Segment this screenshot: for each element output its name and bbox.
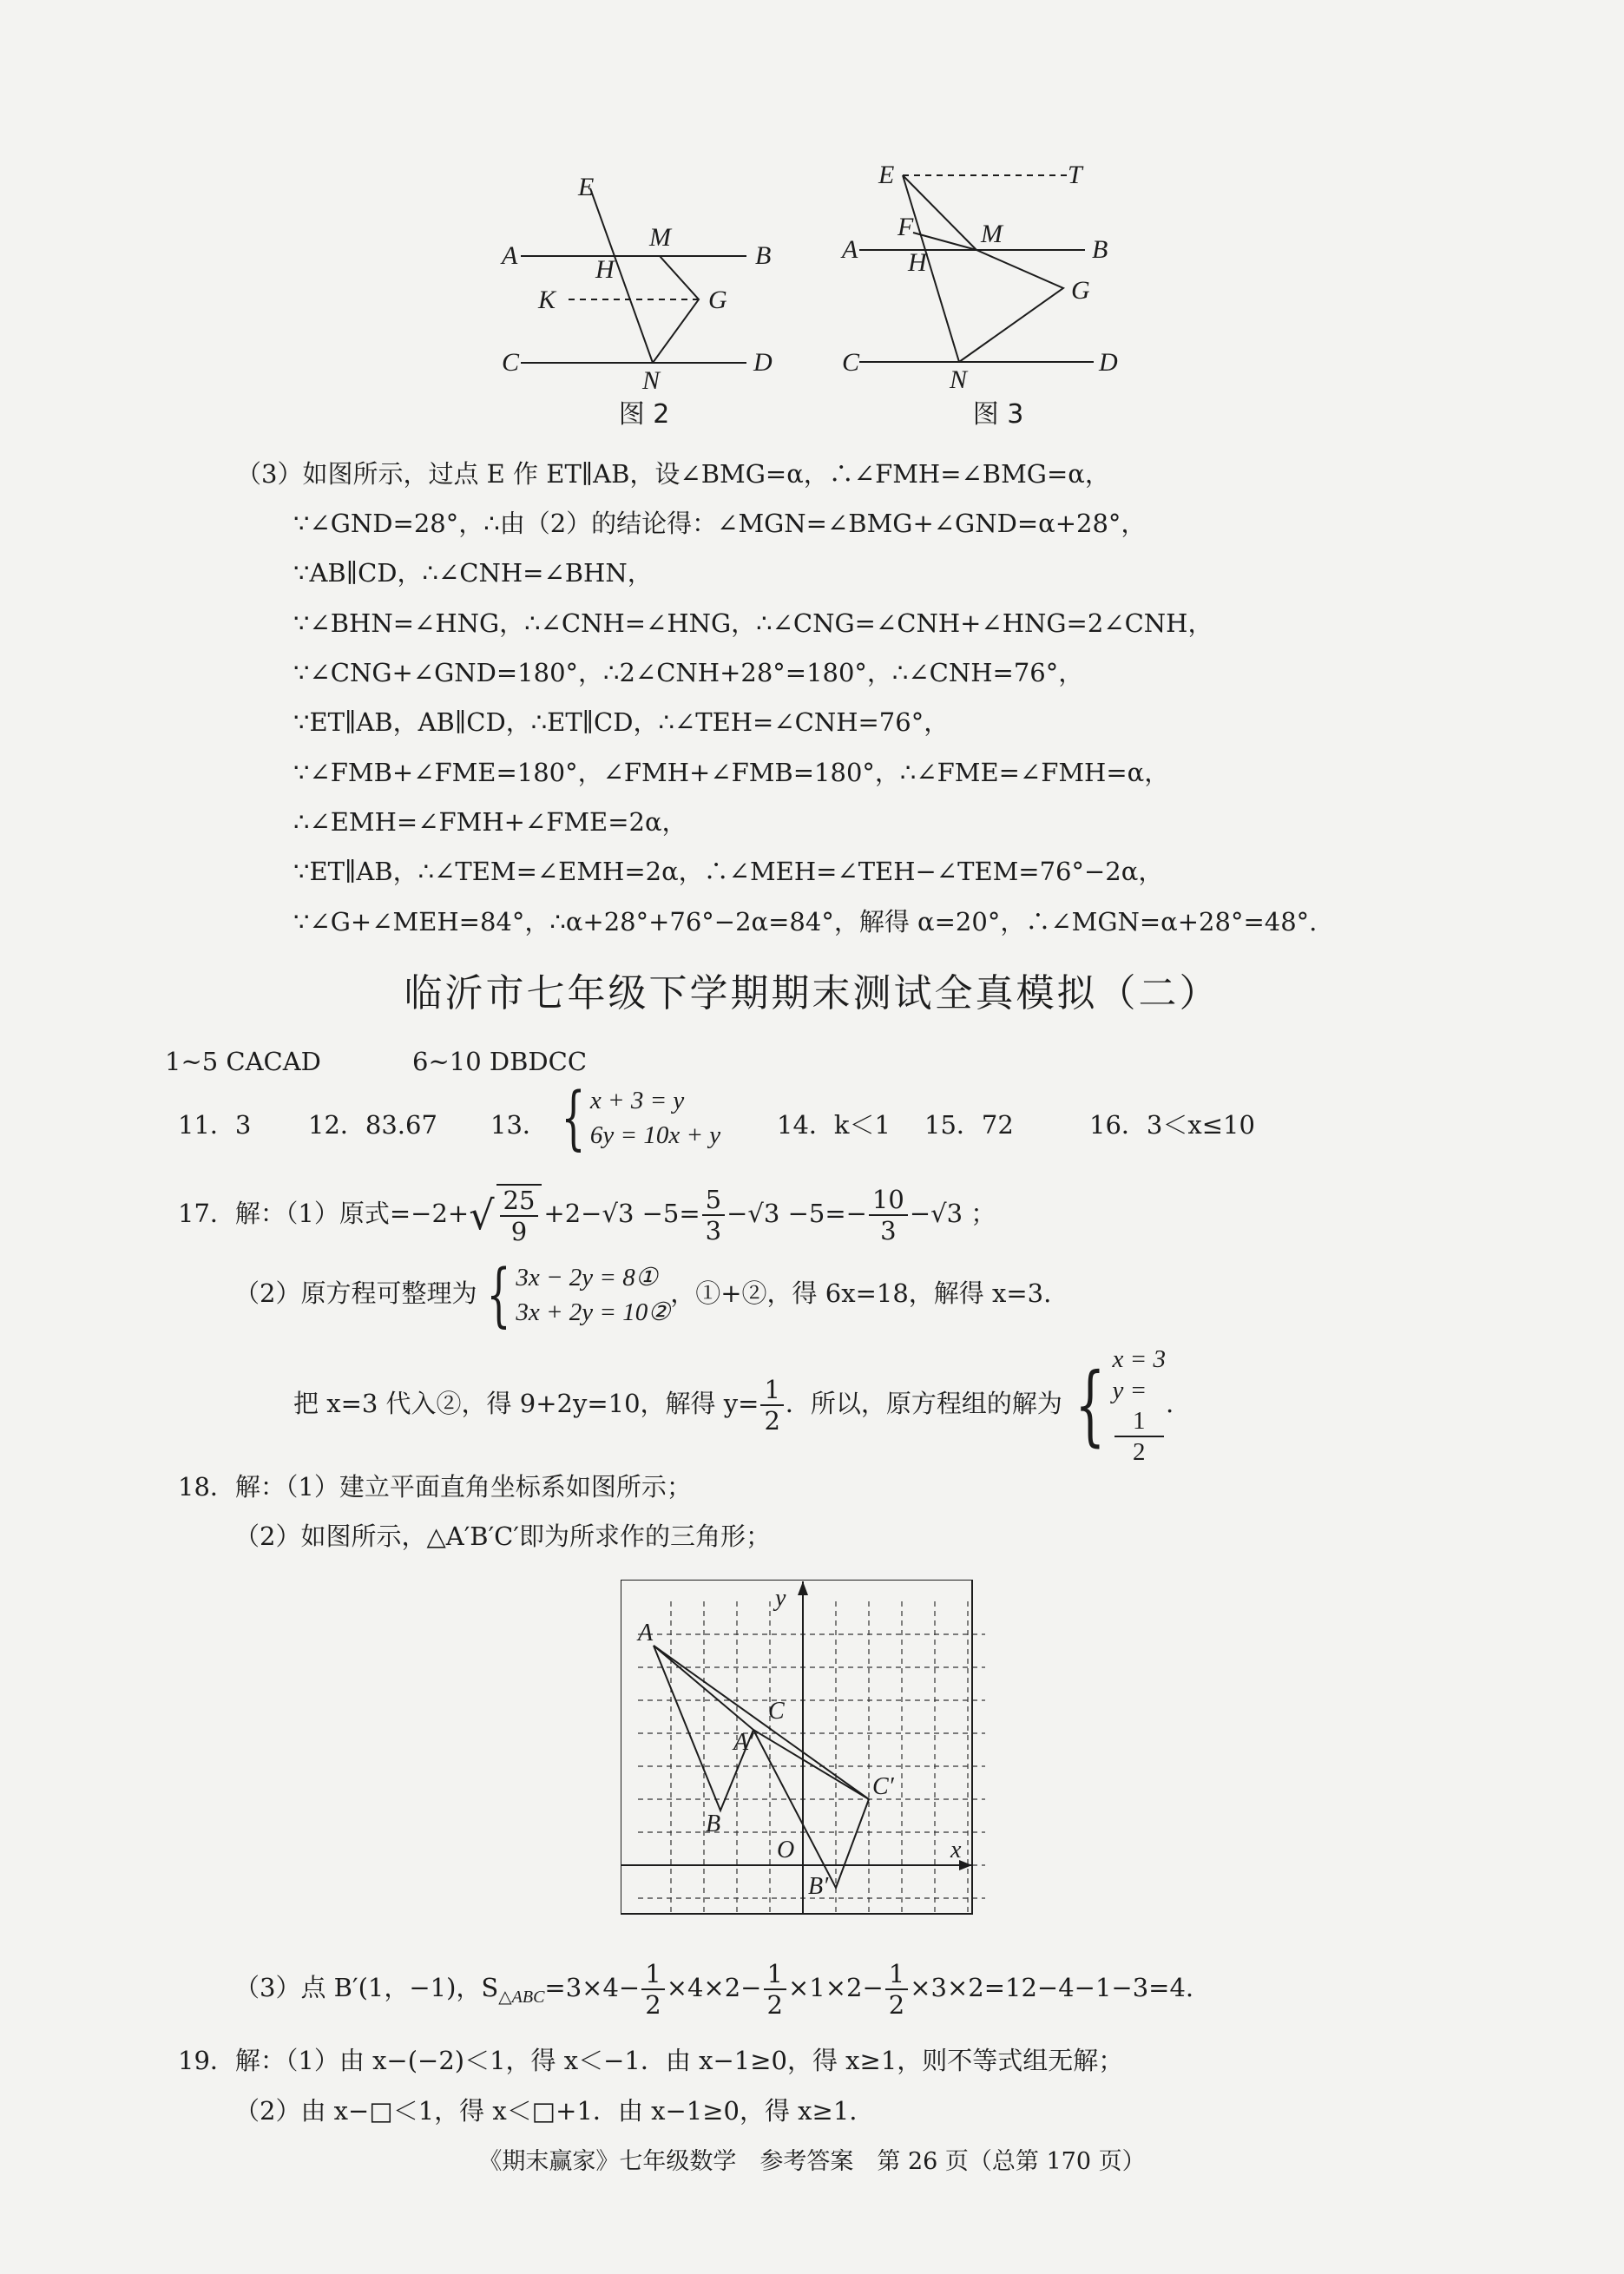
fig2-label-k: K xyxy=(538,286,556,314)
answer-11: 11．3 xyxy=(178,1110,252,1140)
q17-f1-den: 3 xyxy=(705,1216,722,1245)
grid-label-b: B xyxy=(706,1811,721,1837)
part3-line-1: （3）如图所示，过点 E 作 ET∥AB，设∠BMG=α，∴∠FMH=∠BMG=α， xyxy=(236,459,1110,489)
fig2-label-c: C xyxy=(502,348,520,377)
fig3-label-d: D xyxy=(1099,348,1118,377)
radical-icon: √ xyxy=(469,1192,495,1239)
fig2-label-d: D xyxy=(753,348,773,377)
part3-line-2: ∵∠GND=28°，∴由（2）的结论得：∠MGN=∠BMG+∠GND=α+28°， xyxy=(293,509,1147,538)
q17-part3 xyxy=(293,1344,1174,1467)
fig3-label-a: A xyxy=(842,235,858,264)
part3-line-3: ∵AB∥CD，∴∠CNH=∠BHN， xyxy=(293,558,653,588)
fig3-label-f: F xyxy=(897,213,914,241)
coordinate-grid-figure xyxy=(621,1580,985,1936)
q17-eq1: 3x − 2y = 8① xyxy=(516,1264,658,1291)
answer-13-system xyxy=(551,1077,721,1158)
q17-part2 xyxy=(234,1254,1052,1335)
fig2-label-m: M xyxy=(649,223,671,252)
figure-2-caption: 图 2 xyxy=(618,399,670,430)
answer-16: 16．3＜x≤10 xyxy=(1089,1110,1255,1140)
q18-part3-a: =3×4− xyxy=(544,1973,641,2002)
q18-half-3-num: 1 xyxy=(885,1959,908,1990)
q17-part1-mid2: −√3 −5=− xyxy=(727,1199,867,1228)
part3-line-6: ∵ET∥AB，AB∥CD，∴ET∥CD，∴∠TEH=∠CNH=76°， xyxy=(293,707,950,737)
fig2-label-b: B xyxy=(755,241,772,270)
part3-line-7: ∵∠FMB+∠FME=180°，∠FMH+∠FMB=180°，∴∠FME=∠FMH=α， xyxy=(293,758,1170,787)
grid-label-a1: A′ xyxy=(733,1729,754,1756)
mc-answers-6-10: 6~10 DBDCC xyxy=(412,1047,588,1076)
fig2-label-e: E xyxy=(578,173,595,201)
q17-part2-suffix: ，①+②，得 6x=18，解得 x=3. xyxy=(670,1278,1052,1308)
part3-line-10: ∵∠G+∠MEH=84°，∴α+28°+76°−2α=84°，解得 α=20°，∴∠MGN=α+28°=48°. xyxy=(293,907,1318,937)
fig2-label-h: H xyxy=(595,255,615,284)
q17-p3-num: 1 xyxy=(760,1375,783,1406)
q18-half-1-den: 2 xyxy=(645,1990,661,2020)
y-axis-arrow-icon xyxy=(798,1581,808,1595)
figure-3 xyxy=(833,156,1146,438)
fig3-label-b: B xyxy=(1092,235,1108,264)
triangle-a1b1c1 xyxy=(753,1730,869,1888)
grid-label-b1: B′ xyxy=(808,1873,829,1900)
q18-half-3-den: 2 xyxy=(888,1990,905,2020)
brace-icon: { xyxy=(486,1254,511,1335)
line-a-c1 xyxy=(654,1646,869,1799)
q17-fraction-5-3 xyxy=(702,1185,725,1245)
q17-sol-y-num: 1 xyxy=(1114,1406,1164,1437)
q17-part3-prefix: 把 x=3 代入②，得 9+2y=10，解得 y= xyxy=(293,1389,759,1418)
fig3-label-t: T xyxy=(1068,161,1082,189)
q18-part3-prefix: （3）点 B′(1，−1)，S xyxy=(234,1973,499,2002)
answer-15: 15．72 xyxy=(924,1110,1014,1140)
q18-half-1-num: 1 xyxy=(641,1959,664,1990)
q17-part3-mid: ．所以，原方程组的解为 xyxy=(785,1389,1062,1418)
part3-line-5: ∵∠CNG+∠GND=180°，∴2∠CNH+28°=180°，∴∠CNH=76°， xyxy=(293,658,1084,687)
fig3-label-n: N xyxy=(950,365,968,394)
page-footer: 《期末赢家》七年级数学 参考答案 第 26 页（总第 170 页） xyxy=(478,2148,1146,2175)
fig3-label-h: H xyxy=(908,248,927,277)
grid-label-c1: C′ xyxy=(872,1773,894,1800)
q19-line-2: （2）由 x−□＜1，得 x＜□+1．由 x−1≥0，得 x≥1. xyxy=(234,2096,858,2126)
fig2-label-g: G xyxy=(708,286,727,314)
q17-part1-end: −√3 ； xyxy=(909,1199,996,1228)
q17-f1-num: 5 xyxy=(702,1185,725,1216)
brace-icon: { xyxy=(1075,1354,1106,1456)
q18-part3-c: ×1×2− xyxy=(787,1973,884,2002)
part3-line-8: ∴∠EMH=∠FMH+∠FME=2α， xyxy=(293,807,687,837)
fig3-label-m: M xyxy=(981,220,1003,248)
path-mgn xyxy=(653,256,699,363)
q17-part3-end: . xyxy=(1166,1389,1174,1418)
q17-part1 xyxy=(178,1182,996,1246)
mc-answers-1-5: 1~5 CACAD xyxy=(165,1047,321,1076)
q18-half-1 xyxy=(641,1959,664,2020)
grid-label-c: C xyxy=(768,1698,785,1725)
fig3-label-c: C xyxy=(842,348,860,377)
q17-eq2: 3x + 2y = 10② xyxy=(516,1298,671,1326)
q17-f2-den: 3 xyxy=(880,1216,897,1245)
q18-area-subscript: △ABC xyxy=(498,1987,545,2007)
q17-sqrt-fraction xyxy=(496,1184,542,1246)
figure-2 xyxy=(495,169,790,438)
q18-half-2-den: 2 xyxy=(766,1990,783,2020)
q17-sol-y-fraction xyxy=(1114,1406,1164,1467)
q18-part3-b: ×4×2− xyxy=(666,1973,762,2002)
fig3-label-g: G xyxy=(1071,276,1090,305)
answer-13-number: 13． xyxy=(490,1110,548,1140)
q17-sqrt-num: 25 xyxy=(500,1186,539,1217)
q19-line-1: 19．解：（1）由 x−(−2)＜1，得 x＜−1．由 x−1≥0，得 x≥1，则不等式组无解； xyxy=(178,2046,1124,2075)
q18-half-2-num: 1 xyxy=(764,1959,786,1990)
fig3-label-e: E xyxy=(878,161,895,189)
q17-f2-num: 10 xyxy=(869,1185,908,1216)
q18-half-3 xyxy=(885,1959,908,2020)
answer-13-eq1: x + 3 = y xyxy=(589,1087,685,1114)
brace-icon: { xyxy=(561,1077,586,1158)
q17-sol-y-prefix: y = xyxy=(1112,1377,1147,1404)
part3-line-9: ∵ET∥AB，∴∠TEM=∠EMH=2α，∴∠MEH=∠TEH−∠TEM=76°−2α， xyxy=(293,857,1164,886)
grid-label-y: y xyxy=(775,1585,786,1612)
q17-fraction-1-2 xyxy=(760,1375,783,1436)
q17-sol-y-den: 2 xyxy=(1133,1438,1146,1466)
q18-part3-d: ×3×2=12−4−1−3=4. xyxy=(910,1973,1194,2002)
grid-label-a: A xyxy=(638,1620,654,1646)
answer-13-eq2: 6y = 10x + y xyxy=(589,1121,721,1149)
q18-line-1: 18．解：（1）建立平面直角坐标系如图所示； xyxy=(178,1472,692,1502)
grid-label-o: O xyxy=(777,1837,795,1863)
section-title: 临沂市七年级下学期期末测试全真模拟（二） xyxy=(404,971,1220,1015)
q17-sol-x: x = 3 xyxy=(1112,1345,1166,1373)
answer-14: 14．k＜1 xyxy=(777,1110,891,1140)
q17-part1-mid: +2−√3 −5= xyxy=(543,1199,700,1228)
q18-part3 xyxy=(234,1953,1193,2032)
fig2-label-a: A xyxy=(502,241,518,270)
q17-sqrt-den: 9 xyxy=(510,1217,528,1246)
q18-half-2 xyxy=(764,1959,786,2020)
fig2-label-n: N xyxy=(642,366,661,395)
q17-p3-den: 2 xyxy=(764,1406,780,1436)
part3-line-4: ∵∠BHN=∠HNG，∴∠CNH=∠HNG，∴∠CNG=∠CNH+∠HNG=2∠CNH， xyxy=(293,608,1213,638)
figure-3-caption: 图 3 xyxy=(972,399,1024,430)
q17-fraction-10-3 xyxy=(869,1185,908,1245)
q17-part2-prefix: （2）原方程可整理为 xyxy=(234,1278,477,1308)
path-mgn xyxy=(959,250,1063,362)
answer-12: 12．83.67 xyxy=(308,1110,437,1140)
q18-line-2: （2）如图所示，△A′B′C′即为所求作的三角形； xyxy=(234,1521,771,1551)
grid-label-x: x xyxy=(950,1837,962,1863)
q17-part1-prefix: 17．解：（1）原式=−2+ xyxy=(178,1199,470,1228)
